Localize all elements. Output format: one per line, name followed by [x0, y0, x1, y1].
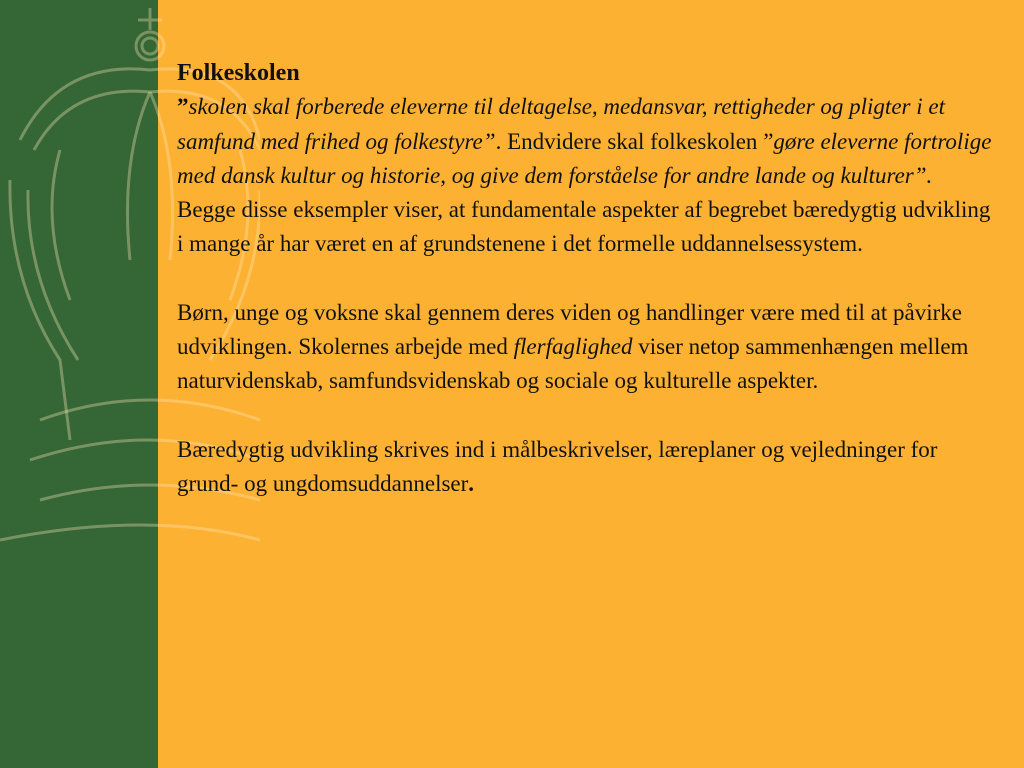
paragraph-2	[177, 296, 992, 399]
p2-emphasis: flerfaglighed	[513, 334, 633, 360]
slide-content	[177, 56, 992, 501]
p3-end: .	[468, 470, 475, 496]
quote-mark-1: ”	[177, 94, 189, 120]
p3-text: Bæredygtig udvikling skrives ind i målbeskrivelser, læreplaner og vejledninger for grund- og ungdomsuddannelser	[177, 436, 938, 496]
sidebar-band	[0, 0, 158, 768]
p2-text-1: Børn, unge og voksne skal gennem deres viden og handlinger være med til at påvirke udviklingen. Skolernes arbejde med	[177, 299, 962, 360]
paragraph-1	[177, 90, 992, 261]
quote-2: gøre eleverne fortrolige med dansk kultur og historie, og give dem forståelse for andre lande og kulturer”.	[177, 128, 992, 188]
quote-1: skolen skal forberede eleverne til deltagelse, medansvar, rettigheder og pligter i et samfund med frihed og folkestyre”	[177, 94, 945, 154]
slide-title: Folkeskolen	[177, 60, 300, 86]
quote-mark-2: ”	[763, 128, 774, 154]
p1-text-1: . Endvidere skal folkeskolen	[495, 128, 764, 154]
p2-text-2: viser netop sammenhængen mellem naturvidenskab, samfundsvidenskab og sociale og kulturelle aspekter.	[177, 334, 969, 394]
paragraph-3	[177, 433, 992, 502]
p1-text-2: Begge disse eksempler viser, at fundamentale aspekter af begrebet bæredygtig udvikling i mange år har været en af grundstenene i det formelle uddannelsessystem.	[177, 197, 991, 257]
